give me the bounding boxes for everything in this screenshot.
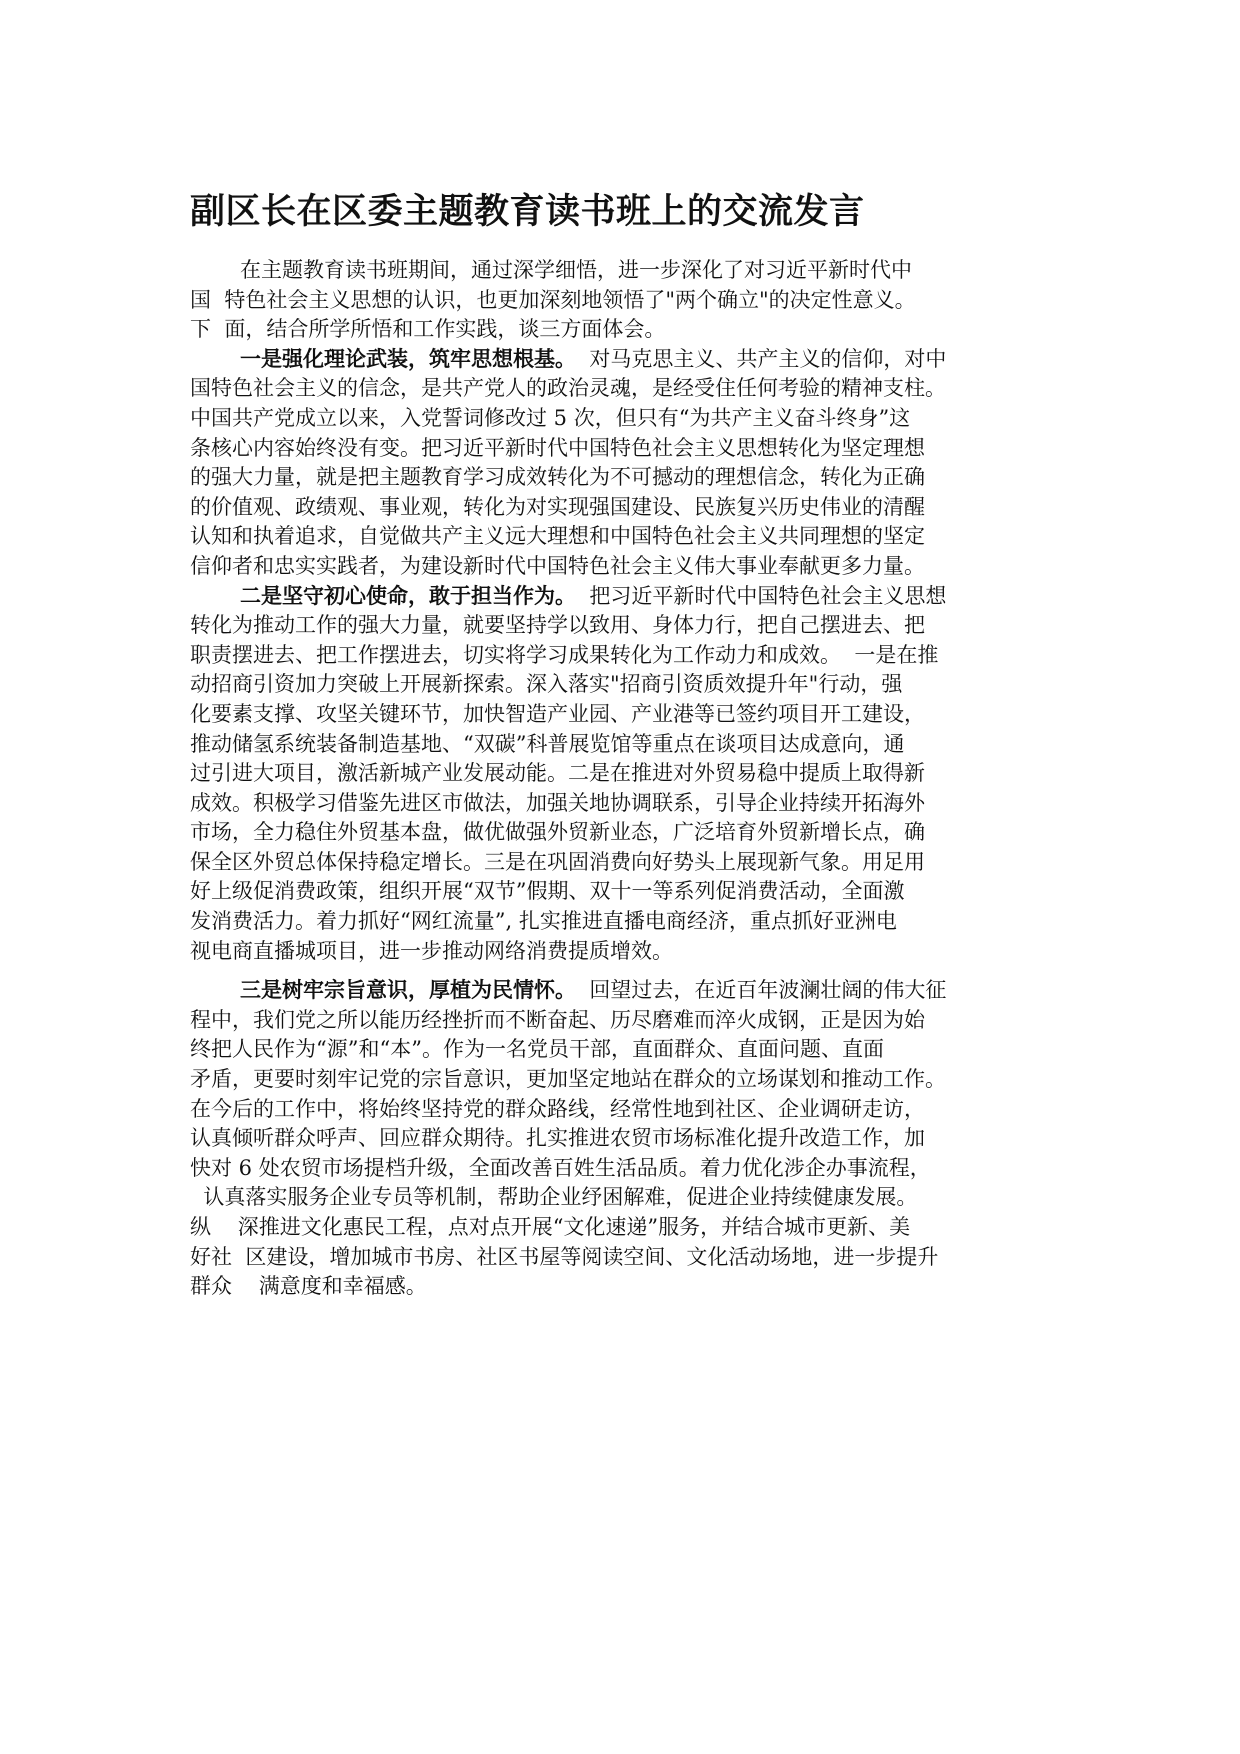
- text-line: 程中，我们党之所以能历经挫折而不断奋起、历尽磨难而淬火成钢，正是因为始: [190, 1007, 925, 1032]
- text-line: 视电商直播城项目，进一步推动网络消费提质增效。: [190, 938, 673, 963]
- paragraph-intro: [190, 256, 1090, 345]
- text-line: 化要素支撑、攻坚关键环节，加快智造产业园、产业港等已签约项目开工建设，: [190, 701, 925, 726]
- paragraph-section-two: [190, 582, 1090, 967]
- text-line: [190, 582, 1090, 612]
- text-line: 发消费活力。着力抓好“网红流量”, 扎实推进直播电商经济，重点抓好亚洲电: [190, 909, 897, 934]
- text-line: 终把人民作为“源”和“本”。作为一名党员干部，直面群众、直面问题、直面: [190, 1037, 884, 1062]
- paragraph-gap: [190, 966, 1090, 976]
- section-heading-three: 三是树牢宗旨意识，厚植为民情怀。: [240, 978, 576, 1003]
- document-body: [190, 256, 1090, 1302]
- text-line: 保全区外贸总体保持稳定增长。三是在巩固消费向好势头上展现新气象。用足用: [190, 849, 925, 874]
- text-line: 转化为推动工作的强大力量，就要坚持学以致用、身体力行，把自己摆进去、把: [190, 613, 925, 638]
- paragraph-section-one: [190, 345, 1090, 582]
- text-line: 认知和执着追求，自觉做共产主义远大理想和中国特色社会主义共同理想的坚定: [190, 524, 925, 549]
- text-line: [190, 976, 1090, 1006]
- text-line: 在今后的工作中，将始终坚持党的群众路线，经常性地到社区、企业调研走访，: [190, 1096, 925, 1121]
- text-line: 群众 满意度和幸福感。: [190, 1274, 427, 1299]
- text-line: 的价值观、政绩观、事业观，转化为对实现强国建设、民族复兴历史伟业的清醒: [190, 494, 925, 519]
- text-line: [190, 345, 1090, 375]
- text-line: 国 特色社会主义思想的认识，也更加深刻地领悟了"两个确立"的决定性意义。: [190, 287, 916, 312]
- text-line: 纵 深推进文化惠民工程，点对点开展“文化速递”服务，并结合城市更新、美: [190, 1215, 911, 1239]
- text-line: 推动储氢系统装备制造基地、“双碳”科普展览馆等重点在谈项目达成意向，通: [190, 731, 905, 756]
- section-heading-one: 一是强化理论武装，筑牢思想根基。: [240, 346, 576, 371]
- text-line: 的强大力量，就是把主题教育学习成效转化为不可撼动的理想信念，转化为正确: [190, 465, 925, 490]
- text-line: 国特色社会主义的信念，是共产党人的政治灵魂，是经受住任何考验的精神支柱。: [190, 376, 946, 401]
- text-fragment: 把习近平新时代中国特色社会主义思想: [576, 583, 947, 608]
- text-line: 好社 区建设，增加城市书房、社区书屋等阅读空间、文化活动场地，进一步提升: [190, 1244, 939, 1269]
- section-heading-two: 二是坚守初心使命，敢于担当作为。: [240, 583, 576, 608]
- text-line: 在主题教育读书班期间，通过深学细悟，进一步深化了对习近平新时代中: [240, 258, 912, 282]
- text-line: 快对 6 处农贸市场提档升级，全面改善百姓生活品质。着力优化涉企办事流程，: [190, 1155, 931, 1180]
- text-line: 认真倾听群众呼声、回应群众期待。扎实推进农贸市场标准化提升改造工作，加: [190, 1126, 925, 1151]
- text-line: 矛盾，更要时刻牢记党的宗旨意识，更加坚定地站在群众的立场谋划和推动工作。: [190, 1067, 946, 1092]
- text-line: 认真落实服务企业专员等机制，帮助企业纾困解难，促进企业持续健康发展。: [190, 1185, 918, 1210]
- text-line: 过引进大项目，激活新城产业发展动能。二是在推进对外贸易稳中提质上取得新: [190, 761, 925, 786]
- text-line: 市场，全力稳住外贸基本盘，做优做强外贸新业态，广泛培育外贸新增长点，确: [190, 820, 925, 845]
- text-fragment: 回望过去，在近百年波澜壮阔的伟大征: [576, 978, 947, 1003]
- text-line: 职责摆进去、把工作摆进去，切实将学习成果转化为工作动力和成效。 一是在推: [190, 642, 939, 667]
- text-line: 条核心内容始终没有变。把习近平新时代中国特色社会主义思想转化为坚定理想: [190, 435, 925, 460]
- text-line: 中国共产党成立以来，入党誓词修改过 5 次，但只有“为共产主义奋斗终身”这: [190, 405, 911, 430]
- text-line: 动招商引资加力突破上开展新探索。深入落实"招商引资质效提升年"行动，强: [190, 672, 903, 697]
- text-line: 信仰者和忠实实践者，为建设新时代中国特色社会主义伟大事业奉献更多力量。: [190, 553, 925, 578]
- paragraph-section-three: [190, 976, 1090, 1302]
- page-title: 副区长在区委主题教育读书班上的交流发言: [190, 192, 865, 232]
- text-line: 好上级促消费政策，组织开展“双节”假期、双十一等系列促消费活动，全面激: [190, 879, 905, 904]
- text-line: 下 面，结合所学所悟和工作实践，谈三方面体会。: [190, 317, 666, 342]
- text-fragment: 对马克思主义、共产主义的信仰，对中: [576, 346, 947, 371]
- text-line: 成效。积极学习借鉴先进区市做法，加强关地协调联系，引导企业持续开拓海外: [190, 790, 925, 815]
